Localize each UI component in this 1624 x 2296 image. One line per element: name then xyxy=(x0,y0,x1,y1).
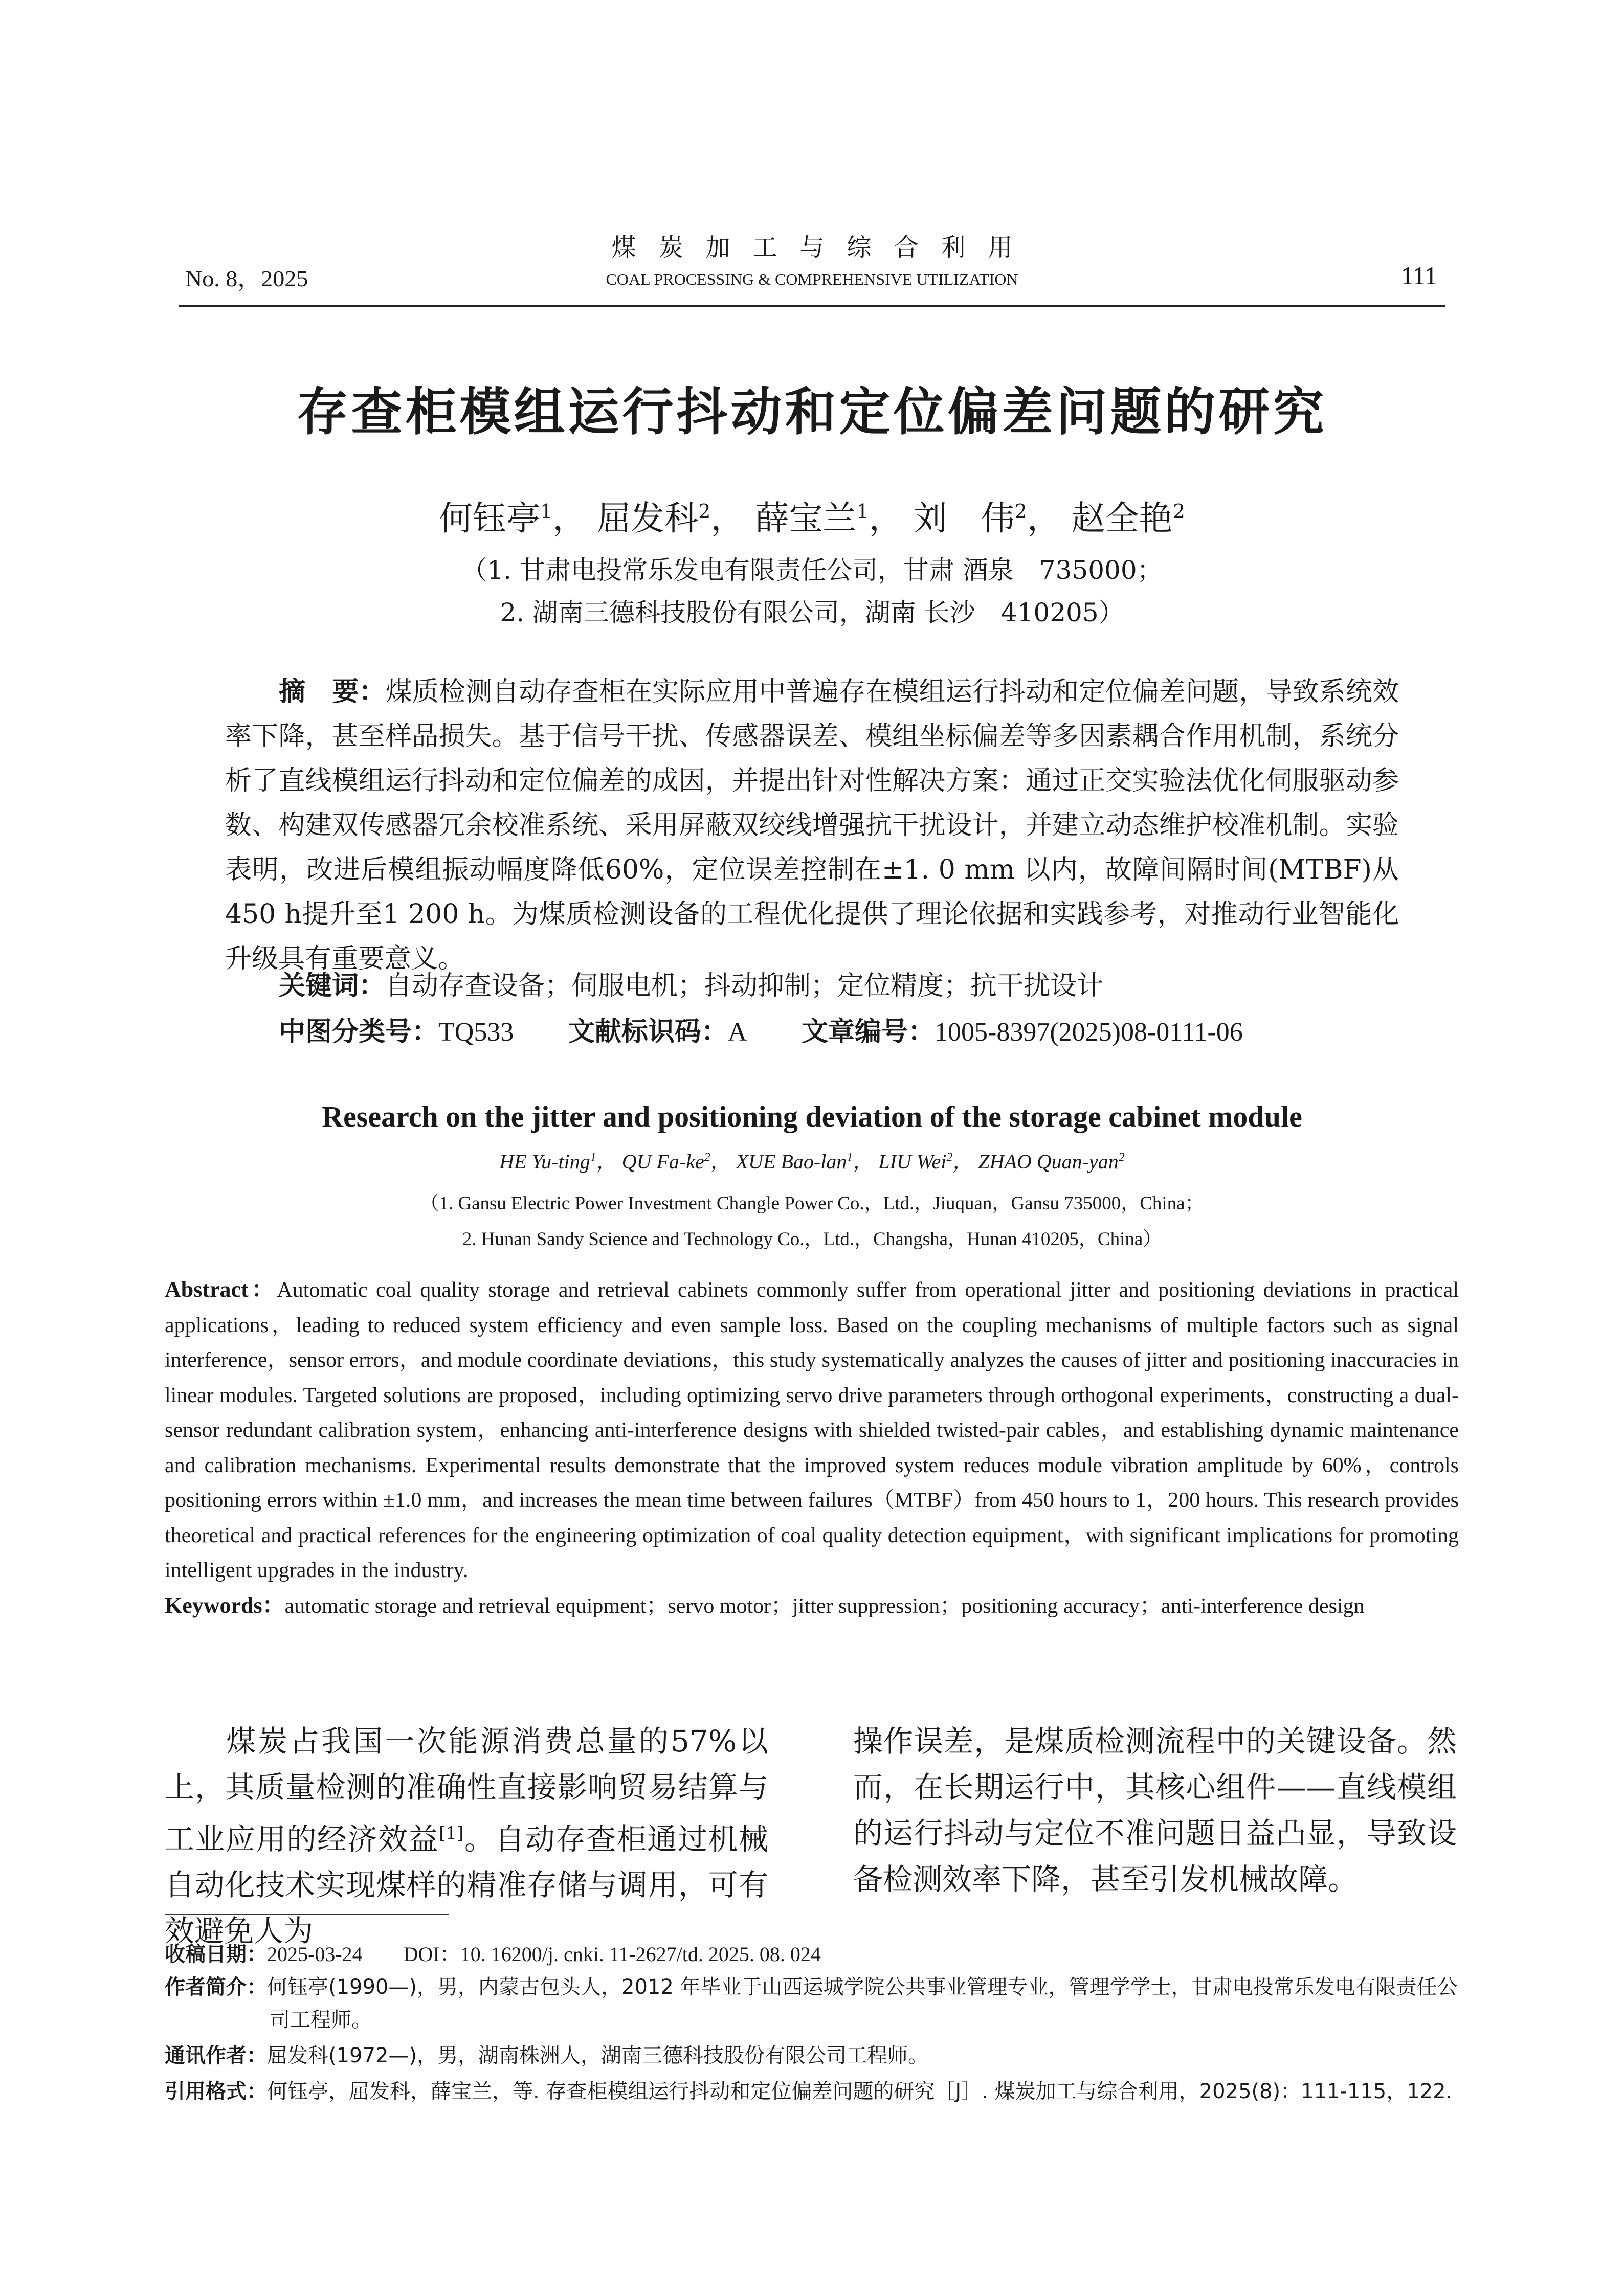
page-number: 111 xyxy=(1400,261,1437,290)
classification-line xyxy=(279,1010,1243,1048)
affiliation-cn-1: （1. 甘肃电投常乐发电有限责任公司，甘肃 酒泉 735000； xyxy=(461,555,1163,585)
affiliation-mark: 2 xyxy=(946,1151,953,1164)
author-separator: ， xyxy=(710,1150,731,1173)
affiliation-en-2: 2. Hunan Sandy Science and Technology Co.，Ltd.，Changsha，Hunan 410205，China） xyxy=(462,1229,1162,1250)
corresponding-label: 通讯作者： xyxy=(165,2044,267,2067)
affiliation-cn-2: 2. 湖南三德科技股份有限公司，湖南 长沙 410205） xyxy=(500,598,1124,627)
affiliation-mark: 2 xyxy=(1172,500,1185,523)
author-bio-label: 作者简介： xyxy=(165,1975,267,1999)
keywords-cn-label: 关键词： xyxy=(279,971,386,1001)
author-name: ZHAO Quan-yan xyxy=(978,1150,1119,1173)
paper-title-en: Research on the jitter and positioning deviation of the storage cabinet module xyxy=(322,1100,1302,1133)
keywords-cn xyxy=(279,964,1103,1002)
paper-title-cn: 存查柜模组运行抖动和定位偏差问题的研究 xyxy=(297,382,1327,442)
author-separator: ， xyxy=(952,1150,973,1173)
author-separator: ， xyxy=(596,1150,617,1173)
author-name: 刘 伟 xyxy=(913,499,1015,538)
keywords-en-text: automatic storage and retrieval equipment；servo motor；jitter suppression；positioning accuracy；anti-interference design xyxy=(284,1594,1365,1618)
body-column-right xyxy=(853,1718,1457,1902)
article-number-value: 1005-8397(2025)08-0111-06 xyxy=(935,1018,1243,1047)
abstract-cn xyxy=(225,670,1399,981)
affiliation-mark: 2 xyxy=(704,1151,710,1164)
author-separator: ， xyxy=(710,499,745,538)
abstract-en xyxy=(165,1272,1459,1624)
citation-ref[interactable]: [1] xyxy=(439,1823,464,1843)
citation-format-line xyxy=(165,2075,1459,2108)
affiliation-mark: 1 xyxy=(847,1151,853,1164)
journal-title-en: COAL PROCESSING & COMPREHENSIVE UTILIZATION xyxy=(606,270,1018,288)
doc-code-label: 文献标识码： xyxy=(568,1017,728,1047)
author-name: 屈发科 xyxy=(597,499,699,538)
author-separator: ， xyxy=(1027,499,1061,538)
footnote-rule xyxy=(165,1914,449,1915)
doi-label: DOI： xyxy=(403,1943,460,1966)
author-name: 何钰亭 xyxy=(439,499,541,538)
footnote-block xyxy=(165,1938,1459,2108)
body-paragraph: 煤炭占我国一次能源消费总量的57%以上，其质量检测的准确性直接影响贸易结算与工业应用的经济效益 xyxy=(165,1724,768,1857)
header-rule xyxy=(179,305,1445,307)
affiliation-en-1: （1. Gansu Electric Power Investment Changle Power Co.，Ltd.，Jiuquan，Gansu 735000，China； xyxy=(420,1193,1204,1214)
keywords-en-label: Keywords： xyxy=(165,1592,285,1618)
author-name: 薛宝兰 xyxy=(755,499,857,538)
abstract-en-text: Automatic coal quality storage and retrieval cabinets commonly suffer from operational jitter and positioning deviations in practical applications，leading to reduced system efficiency and even sample loss. Based on the coupling mechanisms of multiple factors such as signal interference，sensor errors，and module coordinate deviations，this study systematically analyzes the causes of jitter and positioning inaccuracies in linear modules. Targeted solutions are proposed，including optimizing servo drive parameters through orthogonal experiments，constructing a dual-sensor redundant calibration system，enhancing anti-interference designs with shielded twisted-pair cables，and establishing dynamic maintenance and calibration mechanisms. Experimental results demonstrate that the improved system reduces module vibration amplitude by 60%，controls positioning errors within ±1.0 mm，and increases the mean time between failures（MTBF）from 450 hours to 1，200 hours. This research provides theoretical and practical references for the engineering optimization of coal quality detection equipment，with significant implications for promoting intelligent upgrades in the industry. xyxy=(165,1278,1459,1582)
author-list-cn xyxy=(0,491,1624,539)
abstract-cn-label: 摘 要： xyxy=(279,677,386,707)
corresponding-author-line xyxy=(165,2039,1459,2072)
citation-format-label: 引用格式： xyxy=(165,2080,267,2103)
affiliation-mark: 1 xyxy=(540,500,553,523)
author-separator: ， xyxy=(869,499,903,538)
body-paragraph: 操作误差，是煤质检测流程中的关键设备。然而，在长期运行中，其核心组件——直线模组的运行抖动与定位不准问题日益凸显，导致设备检测效率下降，甚至引发机械故障。 xyxy=(853,1724,1457,1897)
affiliation-mark: 2 xyxy=(1014,500,1027,523)
doi-value[interactable]: 10. 16200/j. cnki. 11-2627/td. 2025. 08. 024 xyxy=(460,1943,821,1966)
author-bio-line xyxy=(165,1971,1459,2036)
citation-format-text: 何钰亭，屈发科，薛宝兰，等. 存查柜模组运行抖动和定位偏差问题的研究［J］. 煤炭加工与综合利用，2025(8)：111-115，122. xyxy=(267,2080,1453,2103)
journal-title-cn: 煤炭加工与综合利用 xyxy=(611,233,1035,262)
abstract-en-label: Abstract： xyxy=(165,1277,277,1302)
abstract-cn-text: 煤质检测自动存查柜在实际应用中普遍存在模组运行抖动和定位偏差问题，导致系统效率下降，甚至样品损失。基于信号干扰、传感器误差、模组坐标偏差等多因素耦合作用机制，系统分析了直线模组运行抖动和定位偏差的成因，并提出针对性解决方案：通过正交实验法优化伺服驱动参数、构建双传感器冗余校准系统、采用屏蔽双绞线增强抗干扰设计，并建立动态维护校准机制。实验表明，改进后模组振动幅度降低60%，定位误差控制在±1. 0 mm 以内，故障间隔时间(MTBF)从450 h提升至1 200 h。为煤质检测设备的工程优化提供了理论依据和实践参考，对推动行业智能化升级具有重要意义。 xyxy=(225,677,1399,974)
author-name: HE Yu-ting xyxy=(499,1150,590,1173)
received-line xyxy=(165,1938,1459,1971)
affiliation-mark: 2 xyxy=(1118,1151,1125,1164)
author-name: XUE Bao-lan xyxy=(736,1150,847,1173)
doc-code-value: A xyxy=(727,1018,747,1047)
affiliation-mark: 1 xyxy=(590,1151,596,1164)
author-name: LIU Wei xyxy=(878,1150,947,1173)
author-separator: ， xyxy=(552,499,587,538)
received-label: 收稿日期： xyxy=(165,1943,267,1966)
keywords-cn-text: 自动存查设备；伺服电机；抖动抑制；定位精度；抗干扰设计 xyxy=(385,971,1104,1001)
body-paragraph-cont: 。自动存查柜通过机械自动化技术实现煤样的精准存储与调用，可有效避免人为 xyxy=(165,1821,768,1949)
author-name: QU Fa-ke xyxy=(621,1150,704,1173)
affiliation-mark: 1 xyxy=(856,500,869,523)
corresponding-text: 屈发科(1972—)，男，湖南株洲人，湖南三德科技股份有限公司工程师。 xyxy=(267,2044,929,2067)
received-date: 2025-03-24 xyxy=(267,1943,363,1966)
body-column-left xyxy=(165,1718,768,1954)
author-separator: ， xyxy=(853,1150,874,1173)
issue-number: No. 8，2025 xyxy=(185,265,308,291)
author-list-en xyxy=(0,1145,1624,1175)
clc-label: 中图分类号： xyxy=(279,1017,439,1047)
clc-value: TQ533 xyxy=(438,1018,514,1047)
author-bio-text: 何钰亭(1990—)，男，内蒙古包头人，2012 年毕业于山西运城学院公共事业管理专业，管理学学士，甘肃电投常乐发电有限责任公司工程师。 xyxy=(267,1975,1458,2032)
article-number-label: 文章编号： xyxy=(801,1017,935,1047)
author-name: 赵全艳 xyxy=(1071,499,1173,538)
affiliation-mark: 2 xyxy=(698,500,711,523)
